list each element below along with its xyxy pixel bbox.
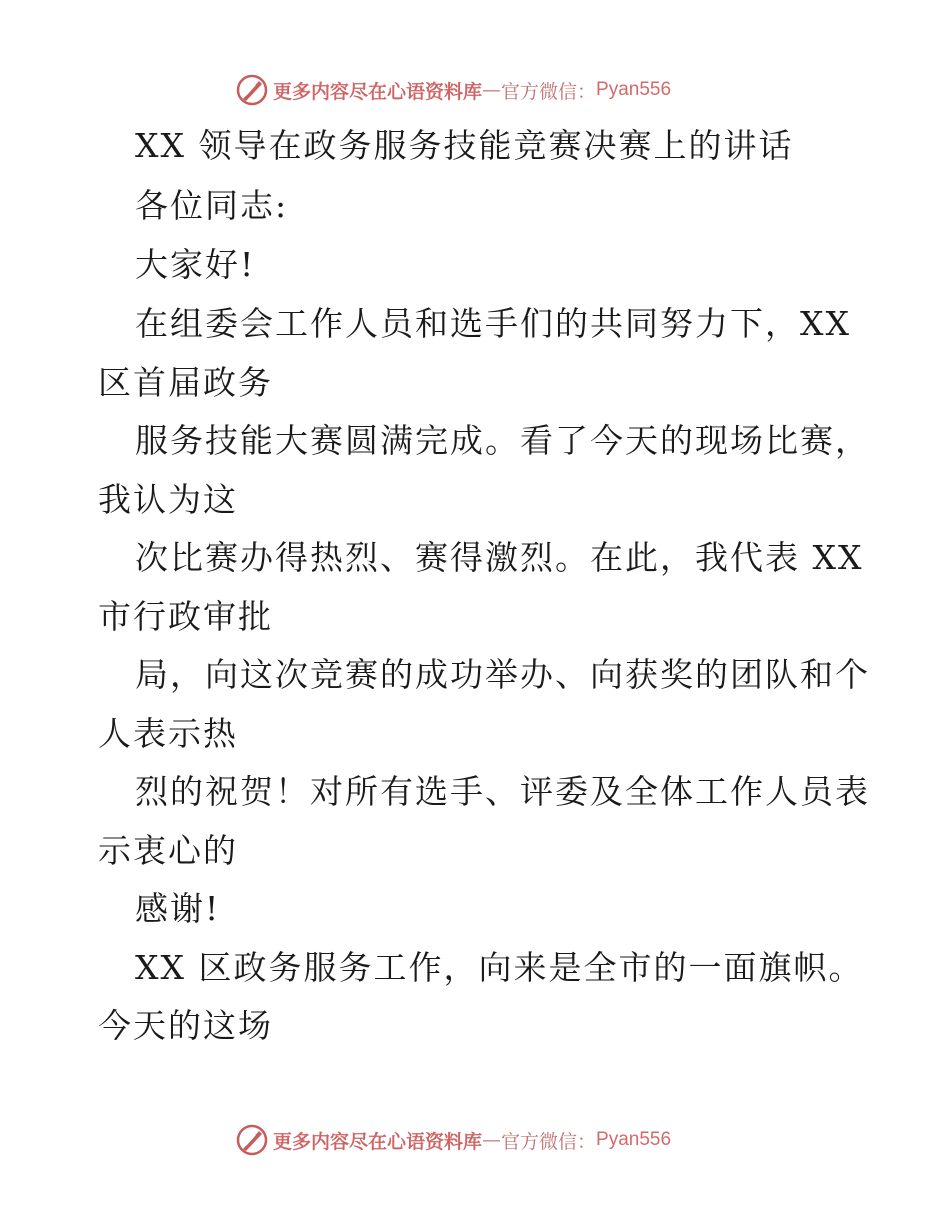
paragraph-line: 示衷心的	[98, 831, 238, 870]
quill-logo-icon	[235, 1123, 269, 1157]
paragraph-line: 局，向这次竞赛的成功举办、向获奖的团队和个	[135, 655, 870, 694]
paragraph-line: 烈的祝贺！对所有选手、评委及全体工作人员表	[135, 772, 870, 811]
watermark-main-text: 更多内容尽在心语资料库	[273, 1130, 483, 1153]
watermark-wechat-id: Pyan556	[596, 79, 672, 100]
document-title: XX 领导在政务服务技能竞赛决赛上的讲话	[135, 126, 794, 165]
paragraph-line: 市行政审批	[98, 597, 273, 636]
paragraph-line: 在组委会工作人员和选手们的共同努力下，XX	[135, 304, 851, 343]
paragraph-line: 感谢!	[135, 889, 221, 928]
watermark-label: 官方微信：	[501, 1130, 597, 1153]
paragraph-line: 我认为这	[98, 480, 238, 519]
watermark-label: 官方微信：	[501, 80, 597, 103]
watermark-separator: —	[482, 1129, 502, 1151]
greeting: 大家好!	[135, 245, 256, 284]
watermark-main-text: 更多内容尽在心语资料库	[273, 80, 483, 103]
quill-logo-icon	[235, 73, 269, 107]
paragraph-line: 今天的这场	[98, 1006, 273, 1045]
watermark-wechat-id: Pyan556	[596, 1129, 672, 1150]
paragraph-line: 次比赛办得热烈、赛得激烈。在此，我代表 XX	[135, 538, 864, 577]
paragraph-line: XX 区政务服务工作，向来是全市的一面旗帜。	[135, 948, 864, 987]
paragraph-line: 人表示热	[98, 714, 238, 753]
salutation: 各位同志:	[135, 186, 289, 225]
paragraph-line: 服务技能大赛圆满完成。看了今天的现场比赛，	[135, 421, 870, 460]
watermark-separator: —	[482, 79, 502, 101]
header-watermark	[235, 72, 671, 108]
footer-watermark	[235, 1122, 671, 1158]
paragraph-line: 区首届政务	[98, 363, 273, 402]
